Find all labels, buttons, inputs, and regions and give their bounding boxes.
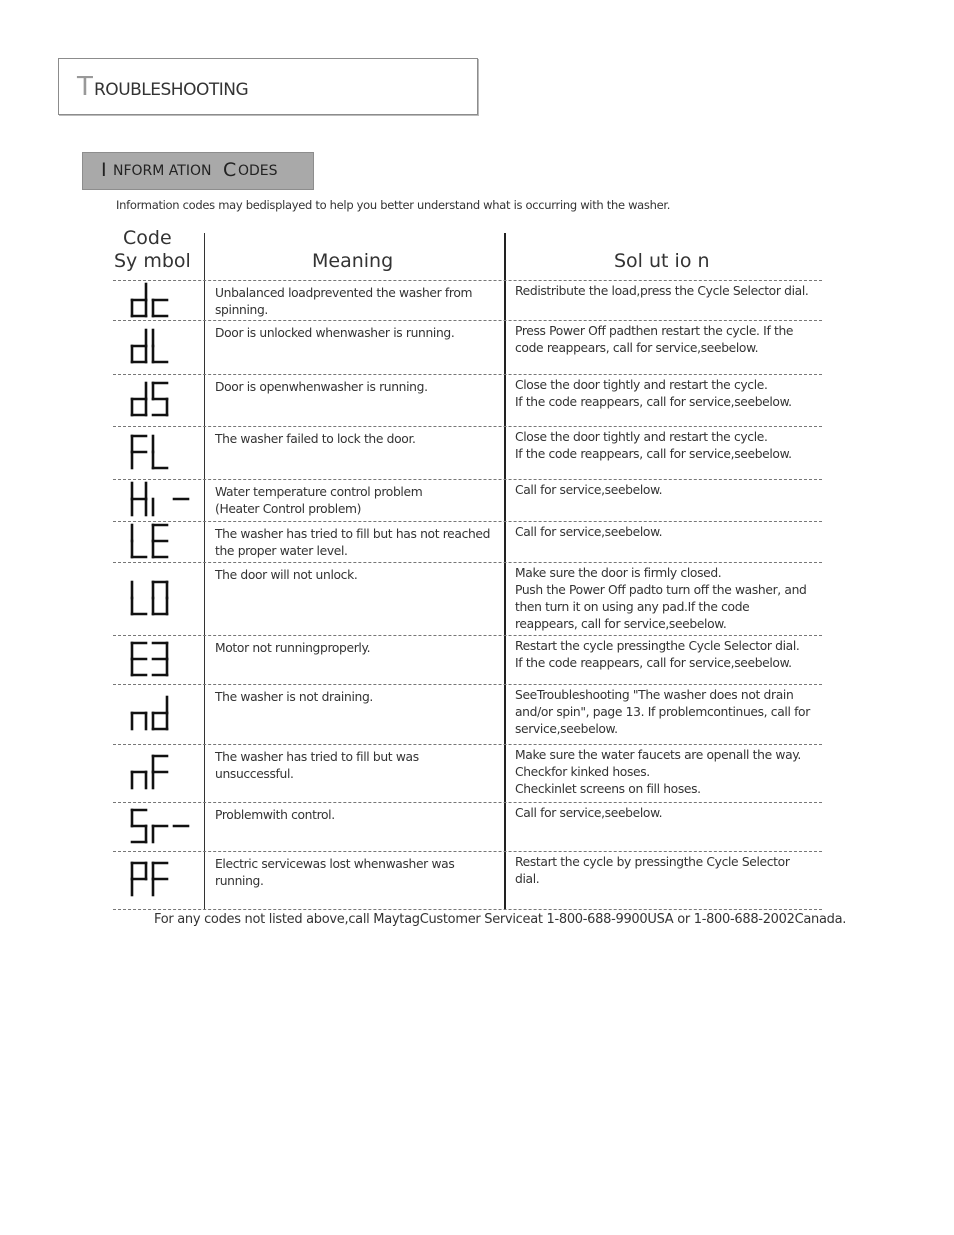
- solution-cell: Restart the cycle pressingthe Cycle Selector dial. If the code reappears, call for service,seebelow.: [515, 639, 800, 670]
- code-symbol-dl: [130, 328, 176, 364]
- row-separator: [113, 374, 822, 375]
- code-symbol-ds: [130, 381, 176, 417]
- row-separator: [113, 635, 822, 636]
- intro-text: Information codes may bedisplayed to help you better understand what is occurring with the washer.: [116, 198, 671, 212]
- solution-cell: Close the door tightly and restart the cycle. If the code reappears, call for service,seebelow.: [515, 378, 792, 409]
- meaning-cell: The washer has tried to fill but was unsuccessful.: [215, 750, 419, 781]
- code-symbol-fl: [130, 434, 176, 470]
- meaning-cell: Problemwith control.: [215, 808, 335, 822]
- header-meaning: Meaning: [312, 250, 394, 272]
- row-separator: [113, 562, 822, 563]
- column-divider-1: [204, 233, 205, 909]
- row-separator: [113, 521, 822, 522]
- column-divider-2: [504, 233, 506, 909]
- meaning-cell: The washer failed to lock the door.: [215, 432, 416, 446]
- solution-cell: Call for service,seebelow.: [515, 806, 663, 820]
- code-symbol-lo: [130, 580, 176, 616]
- meaning-cell: The door will not unlock.: [215, 568, 358, 582]
- code-symbol-nf: [130, 754, 176, 790]
- row-separator: [113, 426, 822, 427]
- section-tab: [82, 152, 314, 190]
- code-symbol-nd: [130, 695, 176, 731]
- section-initial-2: C: [223, 159, 237, 181]
- header-code: Code: [123, 227, 172, 249]
- meaning-cell: Unbalanced loadprevented the washer from spinning.: [215, 286, 473, 317]
- section-word-2: ODES: [238, 163, 278, 179]
- solution-cell: Press Power Off padthen restart the cycle. If the code reappears, call for service,seebelow.: [515, 324, 794, 355]
- meaning-cell: The washer is not draining.: [215, 690, 373, 704]
- row-separator: [113, 909, 822, 910]
- meaning-cell: Motor not runningproperly.: [215, 641, 371, 655]
- page-title: ROUBLESHOOTING: [94, 80, 249, 100]
- meaning-cell: Water temperature control problem (Heater Control problem): [215, 485, 423, 516]
- row-separator: [113, 744, 822, 745]
- meaning-cell: The washer has tried to fill but has not reached the proper water level.: [215, 527, 491, 558]
- footer-note: For any codes not listed above,call MaytagCustomer Serviceat 1-800-688-9900USA or 1-800-688-2002Canada.: [154, 912, 847, 927]
- row-separator: [113, 851, 822, 852]
- row-separator: [113, 280, 822, 281]
- header-solution: Sol ut io n: [614, 250, 710, 272]
- code-symbol-le: [130, 523, 176, 559]
- row-separator: [113, 320, 822, 321]
- solution-cell: Call for service,seebelow.: [515, 483, 663, 497]
- solution-cell: Redistribute the load,press the Cycle Selector dial.: [515, 284, 809, 298]
- solution-cell: Make sure the water faucets are openall the way. Checkfor kinked hoses. Checkinlet screens on fill hoses.: [515, 748, 801, 796]
- title-initial: T: [77, 72, 93, 102]
- row-separator: [113, 802, 822, 803]
- meaning-cell: Door is openwhenwasher is running.: [215, 380, 428, 394]
- section-initial-1: I: [101, 159, 107, 181]
- solution-cell: Restart the cycle by pressingthe Cycle Selector dial.: [515, 855, 790, 886]
- code-symbol-pf: [130, 861, 176, 897]
- code-symbol-sr: [130, 808, 197, 844]
- solution-cell: Make sure the door is firmly closed. Push the Power Off padto turn off the washer, and then turn it on using any pad.If the code reappears, call for service,seebelow.: [515, 566, 807, 631]
- page-title-box: [58, 58, 478, 115]
- meaning-cell: Door is unlocked whenwasher is running.: [215, 326, 455, 340]
- code-symbol-hi: [130, 481, 197, 517]
- meaning-cell: Electric servicewas lost whenwasher was running.: [215, 857, 455, 888]
- solution-cell: Close the door tightly and restart the cycle. If the code reappears, call for service,seebelow.: [515, 430, 792, 461]
- code-symbol-dc: [130, 282, 176, 318]
- row-separator: [113, 684, 822, 685]
- header-symbol: Sy mbol: [114, 250, 191, 272]
- solution-cell: Call for service,seebelow.: [515, 525, 663, 539]
- row-separator: [113, 479, 822, 480]
- solution-cell: SeeTroubleshooting "The washer does not drain and/or spin", page 13. If problemcontinues, call for service,seebelow.: [515, 688, 810, 736]
- code-symbol-e3: [130, 641, 176, 677]
- section-word-1: NFORM ATION: [113, 163, 212, 179]
